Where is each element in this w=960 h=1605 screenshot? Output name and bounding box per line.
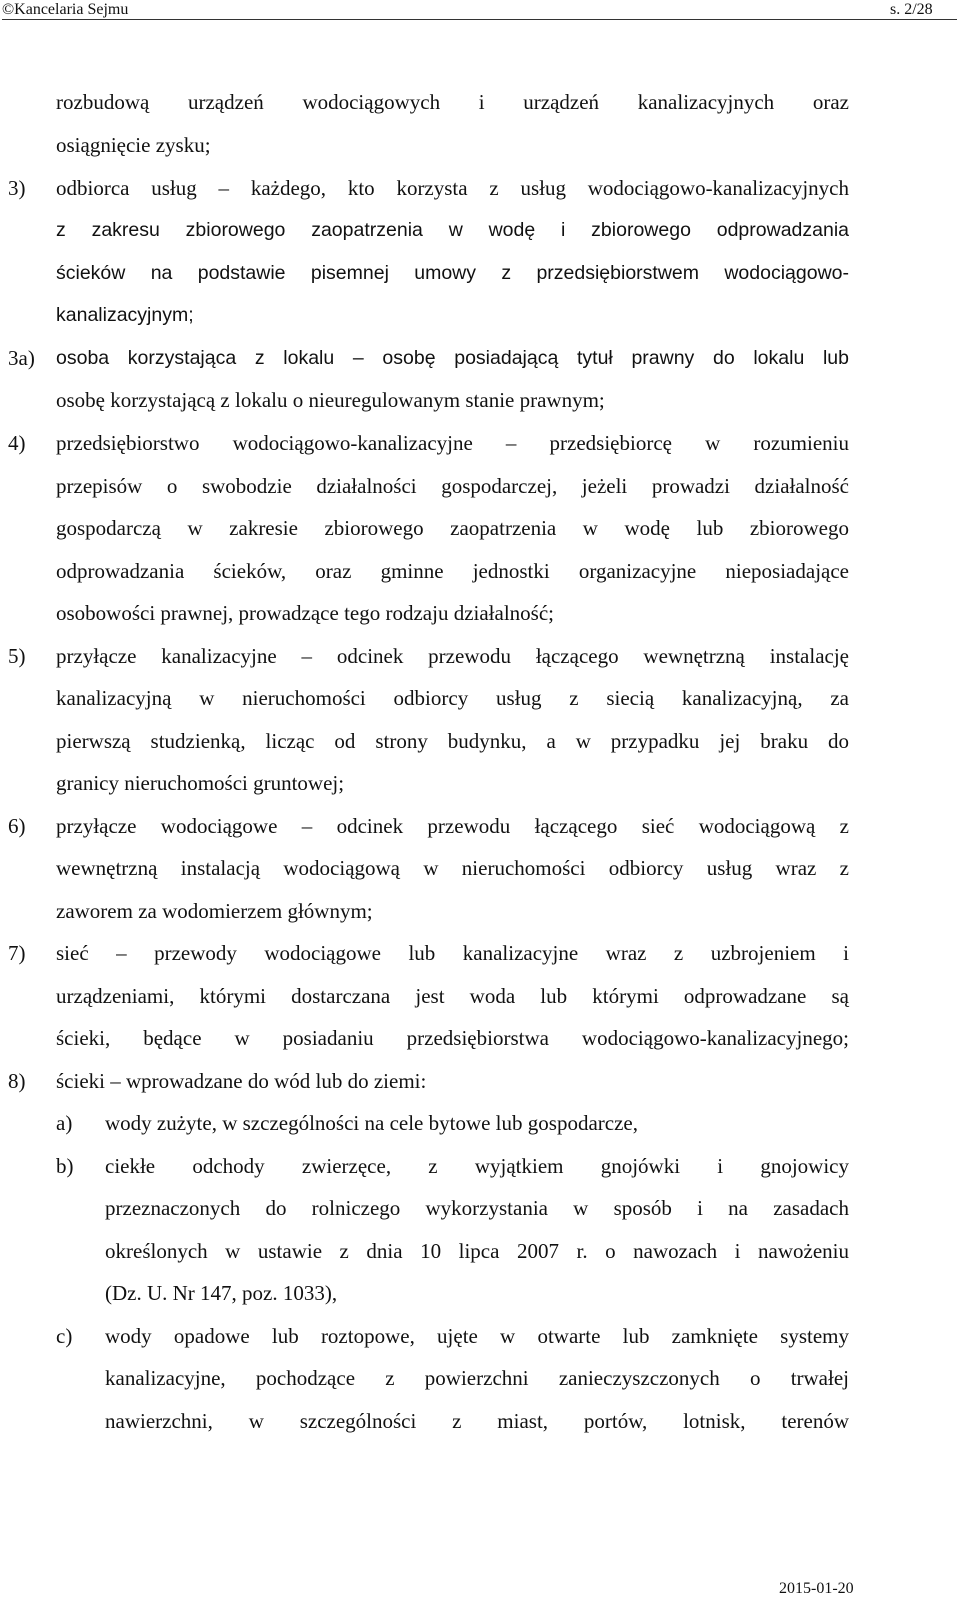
text-line: (Dz. U. Nr 147, poz. 1033),	[105, 1281, 338, 1305]
text-line: przepisów o swobodzie działalności gospodarczej, jeżeli prowadzi działalność	[56, 474, 849, 498]
text-line: zaworem za wodomierzem głównym;	[56, 899, 373, 923]
text-line: urządzeniami, którymi dostarczana jest woda lub którymi odprowadzane są	[56, 984, 849, 1008]
footer-date: 2015-01-20	[779, 1580, 854, 1597]
item-number: 4)	[8, 431, 26, 455]
header-rule	[2, 19, 957, 20]
item-number: 8)	[8, 1069, 26, 1093]
text-line: ścieki, będące w posiadaniu przedsiębiorstwa wodociągowo-kanalizacyjnego;	[56, 1026, 849, 1050]
text-line: osiągnięcie zysku;	[56, 133, 211, 157]
text-line: granicy nieruchomości gruntowej;	[56, 771, 345, 795]
text-line: przedsiębiorstwo wodociągowo-kanalizacyjne – przedsiębiorcę w rozumieniu	[56, 431, 849, 455]
text-line: rozbudową urządzeń wodociągowych i urządzeń kanalizacyjnych oraz	[56, 90, 849, 114]
copyright-text: ©Kancelaria Sejmu	[2, 1, 129, 18]
subitem-letter: a)	[56, 1111, 73, 1135]
text-line: nawierzchni, w szczególności z miast, portów, lotnisk, terenów	[105, 1409, 849, 1433]
text-line: pierwszą studzienką, licząc od strony budynku, a w przypadku jej braku do	[56, 729, 849, 753]
text-line: ciekłe odchody zwierzęce, z wyjątkiem gnojówki i gnojowicy	[105, 1154, 849, 1178]
item-number: 3)	[8, 176, 26, 200]
text-line: sieć – przewody wodociągowe lub kanalizacyjne wraz z uzbrojeniem i	[56, 941, 849, 965]
text-line: kanalizacyjną w nieruchomości odbiorcy usług z siecią kanalizacyjną, za	[56, 686, 849, 710]
text-line: odprowadzania ścieków, oraz gminne jednostki organizacyjne nieposiadające	[56, 559, 849, 583]
item-number: 7)	[8, 941, 26, 965]
page-header	[0, 0, 960, 26]
text-line: przyłącze wodociągowe – odcinek przewodu łączącego sieć wodociągową z	[56, 814, 849, 838]
text-line: gospodarczą w zakresie zbiorowego zaopatrzenia w wodę lub zbiorowego	[56, 516, 849, 540]
item-number: 5)	[8, 644, 26, 668]
text-line: wody zużyte, w szczególności na cele bytowe lub gospodarcze,	[105, 1111, 638, 1135]
page-number: s. 2/28	[890, 1, 933, 18]
text-line: wewnętrzną instalacją wodociągową w nieruchomości odbiorcy usług wraz z	[56, 856, 849, 880]
text-line: przeznaczonych do rolniczego wykorzystania w sposób i na zasadach	[105, 1196, 849, 1220]
text-line: osobę korzystającą z lokalu o nieuregulowanym stanie prawnym;	[56, 388, 605, 412]
text-line: wody opadowe lub roztopowe, ujęte w otwarte lub zamknięte systemy	[105, 1324, 849, 1348]
text-line: osoba korzystająca z lokalu – osobę posiadającą tytuł prawny do lokalu lub	[56, 347, 849, 369]
subitem-letter: c)	[56, 1324, 73, 1348]
text-line: osobowości prawnej, prowadzące tego rodzaju działalność;	[56, 601, 554, 625]
text-line: ścieki – wprowadzane do wód lub do ziemi:	[56, 1069, 427, 1093]
text-line: kanalizacyjne, pochodzące z powierzchni zanieczyszczonych o trwałej	[105, 1366, 849, 1390]
text-line: przyłącze kanalizacyjne – odcinek przewodu łączącego wewnętrzną instalację	[56, 644, 849, 668]
text-line: z zakresu zbiorowego zaopatrzenia w wodę i zbiorowego odprowadzania	[56, 219, 849, 241]
text-line: kanalizacyjnym;	[56, 304, 194, 326]
item-number: 6)	[8, 814, 26, 838]
item-number: 3a)	[8, 346, 35, 370]
text-line: ścieków na podstawie pisemnej umowy z przedsiębiorstwem wodociągowo-	[56, 262, 849, 284]
text-line: odbiorca usług – każdego, kto korzysta z usług wodociągowo-kanalizacyjnych	[56, 176, 849, 200]
subitem-letter: b)	[56, 1154, 74, 1178]
text-line: określonych w ustawie z dnia 10 lipca 2007 r. o nawozach i nawożeniu	[105, 1239, 849, 1263]
